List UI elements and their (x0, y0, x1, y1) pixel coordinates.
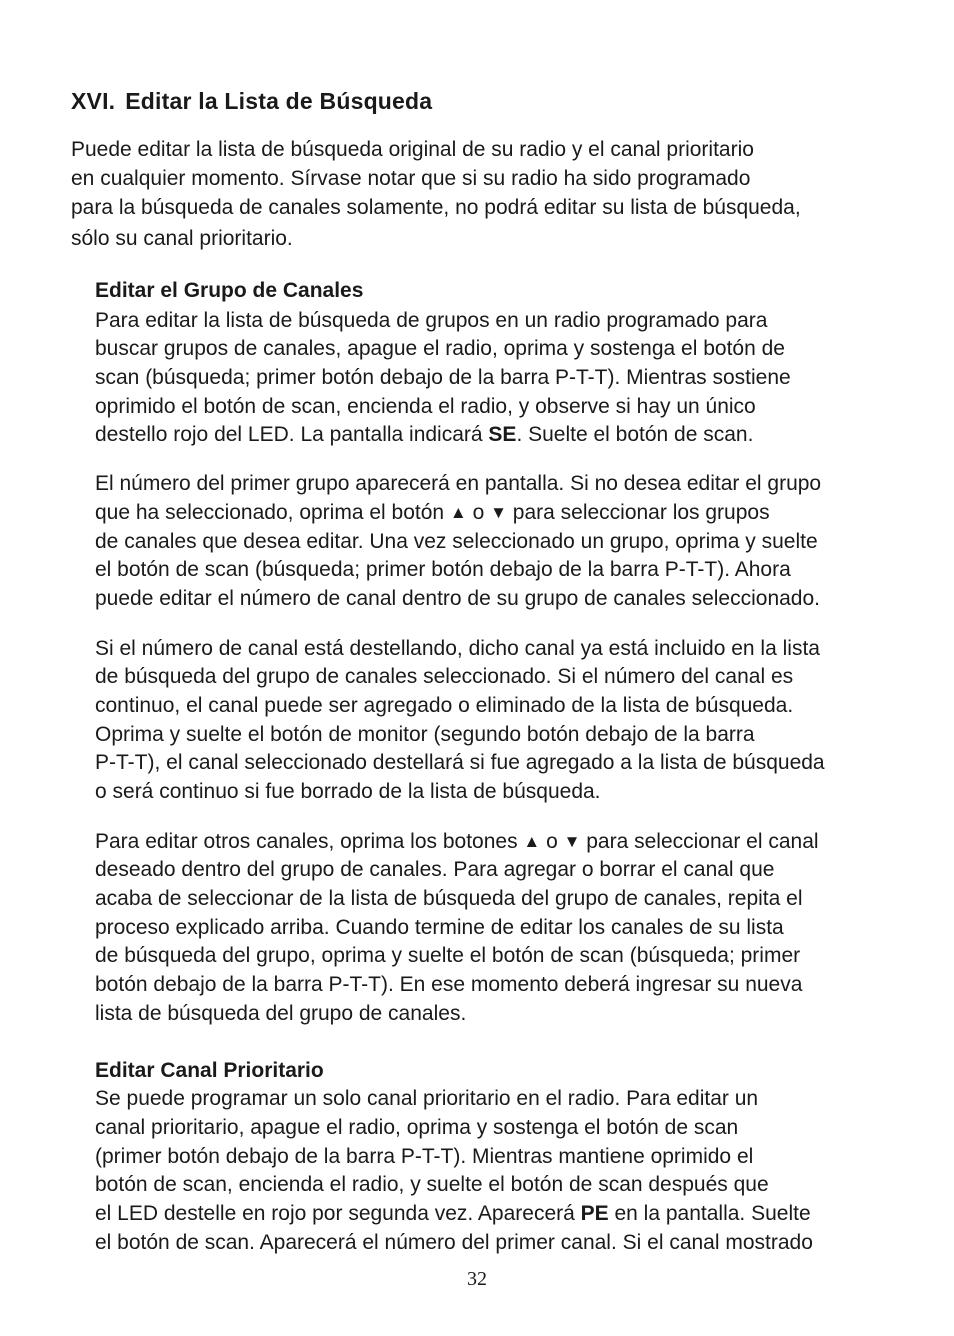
text-run: el LED destelle en rojo por segunda vez. Aparecerá (95, 1202, 581, 1225)
text-run: . Suelte el botón de scan. (516, 423, 754, 446)
paragraph-line: Para editar la lista de búsqueda de grupos en un radio programado para (95, 309, 768, 332)
priority-subheading: Editar Canal Prioritario (95, 1059, 324, 1082)
text-run: en la pantalla. Suelte (608, 1202, 811, 1225)
paragraph-line: deseado dentro del grupo de canales. Para agregar o borrar el canal que (95, 858, 775, 881)
paragraph-line (95, 828, 819, 857)
text-run: o (466, 501, 491, 524)
paragraph-line: acaba de seleccionar de la lista de búsqueda del grupo de canales, repita el (95, 887, 803, 910)
paragraph-line (95, 1200, 811, 1228)
display-code-se: SE (488, 423, 517, 446)
paragraph-line (95, 499, 770, 528)
up-arrow-icon: ▲ (449, 503, 467, 522)
paragraph-line: o será continuo si fue borrado de la lista de búsqueda. (95, 780, 601, 803)
text-run: Para editar otros canales, oprima los botones (95, 830, 524, 853)
paragraph-line: Oprima y suelte el botón de monitor (segundo botón debajo de la barra (95, 723, 755, 746)
page-number: 32 (467, 1268, 487, 1290)
paragraph-line: oprimido el botón de scan, encienda el radio, y observe si hay un único (95, 395, 756, 418)
text-run: que ha seleccionado, oprima el botón (95, 501, 450, 524)
paragraph-line: botón de scan, encienda el radio, y suelte el botón de scan después que (95, 1173, 769, 1196)
down-arrow-icon: ▼ (490, 503, 507, 522)
display-code-pe: PE (580, 1202, 609, 1225)
paragraph-line: continuo, el canal puede ser agregado o eliminado de la lista de búsqueda. (95, 694, 794, 717)
paragraph-line: de búsqueda del grupo de canales seleccionado. Si el número del canal es (95, 665, 794, 688)
paragraph-line: proceso explicado arriba. Cuando termine de editar los canales de su lista (95, 916, 784, 939)
down-arrow-icon: ▼ (563, 832, 581, 851)
paragraph-line: de canales que desea editar. Una vez seleccionado un grupo, oprima y suelte (95, 530, 818, 553)
paragraph-line: puede editar el número de canal dentro de su grupo de canales seleccionado. (95, 587, 821, 610)
paragraph-line: lista de búsqueda del grupo de canales. (95, 1002, 467, 1025)
intro-line: en cualquier momento. Sírvase notar que si su radio ha sido programado (71, 167, 751, 190)
paragraph-line: el botón de scan. Aparecerá el número del primer canal. Si el canal mostrado (95, 1231, 813, 1254)
text-run: o (540, 830, 564, 853)
paragraph-line: scan (búsqueda; primer botón debajo de la barra P-T-T). Mientras sostiene (95, 366, 791, 389)
paragraph-line: de búsqueda del grupo, oprima y suelte el botón de scan (búsqueda; primer (95, 944, 801, 967)
intro-line: para la búsqueda de canales solamente, no podrá editar su lista de búsqueda, (71, 196, 801, 219)
up-arrow-icon: ▲ (523, 832, 541, 851)
paragraph-line: Se puede programar un solo canal prioritario en el radio. Para editar un (95, 1087, 759, 1110)
paragraph-line (95, 421, 753, 449)
paragraph-line: (primer botón debajo de la barra P-T-T). Mientras mantiene oprimido el (95, 1145, 754, 1168)
paragraph-line: botón debajo de la barra P-T-T). En ese momento deberá ingresar su nueva (95, 973, 803, 996)
intro-line: sólo su canal prioritario. (71, 227, 293, 250)
text-run: para seleccionar el canal (580, 830, 819, 853)
section-title: Editar la Lista de Búsqueda (125, 88, 433, 114)
text-run: destello rojo del LED. La pantalla indicará (95, 423, 489, 446)
paragraph-line: Si el número de canal está destellando, dicho canal ya está incluido en la lista (95, 637, 820, 660)
section-heading (71, 88, 432, 115)
paragraph-line: buscar grupos de canales, apague el radio, oprima y sostenga el botón de (95, 337, 785, 360)
paragraph-line: P-T-T), el canal seleccionado destellará si fue agregado a la lista de búsqueda (95, 751, 825, 774)
group-subheading: Editar el Grupo de Canales (95, 279, 364, 302)
section-number: XVI. (71, 88, 116, 114)
paragraph-line: canal prioritario, apague el radio, oprima y sostenga el botón de scan (95, 1116, 739, 1139)
text-run: para seleccionar los grupos (506, 501, 770, 524)
intro-line: Puede editar la lista de búsqueda original de su radio y el canal prioritario (71, 138, 754, 161)
paragraph-line: el botón de scan (búsqueda; primer botón debajo de la barra P-T-T). Ahora (95, 558, 791, 581)
paragraph-line: El número del primer grupo aparecerá en pantalla. Si no desea editar el grupo (95, 472, 822, 495)
